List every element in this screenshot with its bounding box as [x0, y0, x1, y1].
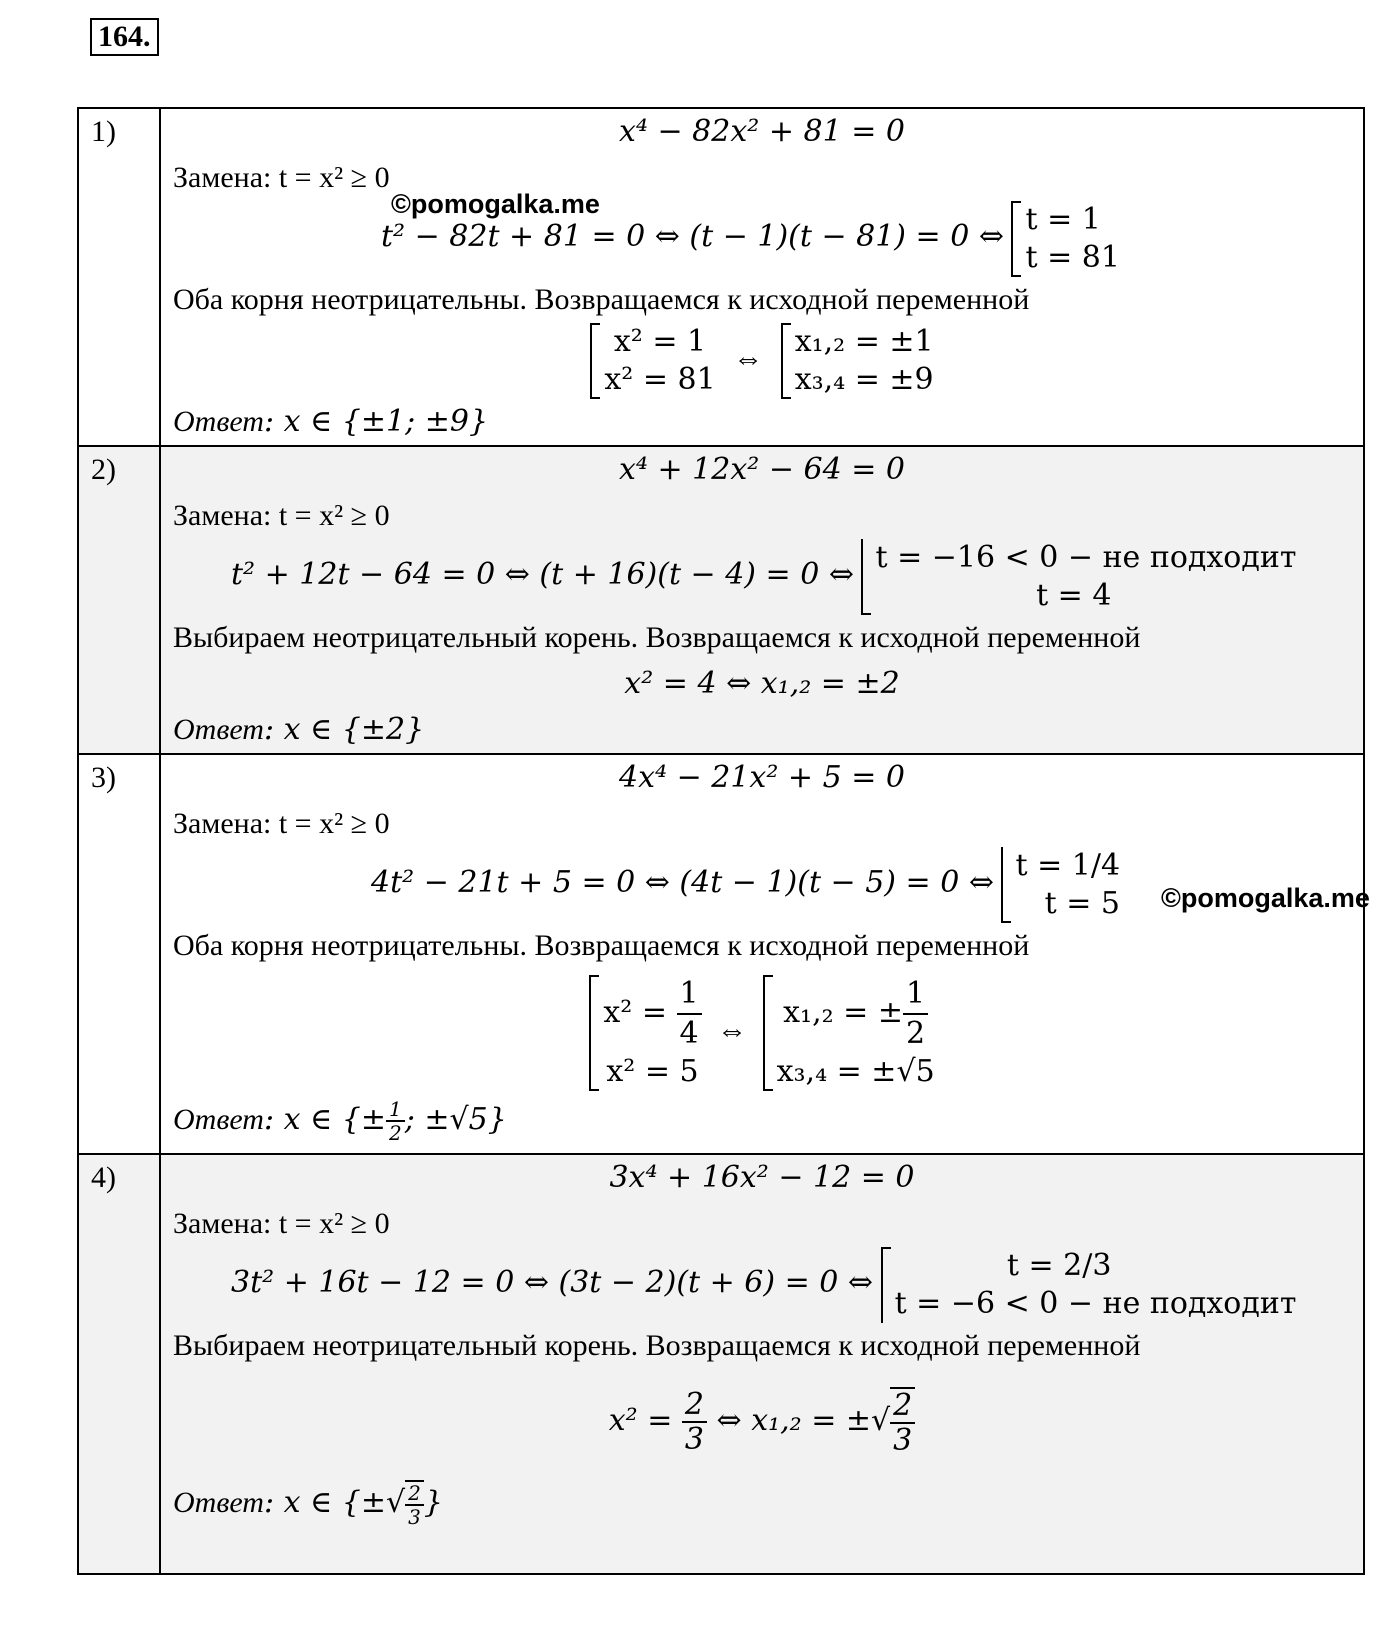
task-row-2 [78, 446, 1364, 754]
task-content [160, 754, 1370, 1154]
task-content [160, 1154, 1364, 1574]
x-root: x₃,₄ = ±9 [794, 362, 934, 397]
answer-value: : x ∈ {±1; ±9} [263, 404, 489, 439]
substitution-line: Замена: t = x² ≥ 0 [173, 161, 390, 194]
answer-value: : x ∈ {±2} [263, 712, 425, 747]
substitution-line: Замена: t = x² ≥ 0 [173, 499, 390, 532]
solution-table [77, 107, 1370, 1575]
task-row-3 [78, 754, 1364, 1154]
t-roots-system [881, 1247, 1297, 1323]
task-equation: x⁴ + 12x² − 64 = 0 [619, 452, 905, 487]
t-root: t = 1 [1025, 202, 1101, 237]
task-equation: x⁴ − 82x² + 81 = 0 [619, 114, 905, 149]
t-roots-system [861, 539, 1296, 615]
t-root: t = −16 < 0 − не подходит [875, 540, 1297, 575]
x-eq: x² = 5 [606, 1054, 699, 1089]
back-substitution: x² = $\frac{1}{4}$ x² = 5 ⇔ x₁,₂ = ± $\frac{1}{2}$ x₃,₄ = ±√5 [161, 969, 1363, 1097]
t-root: t = 2/3 [1006, 1248, 1112, 1283]
comment-line: Выбираем неотрицательный корень. Возвращаемся к исходной переменной [173, 621, 1141, 654]
task-row-4 [78, 1154, 1364, 1574]
back-substitution: x² = 1 x² = 81 ⇔ x₁,₂ = ±1 x₃,₄ = ±9 [161, 323, 1363, 399]
task-label: 3) [78, 754, 160, 1154]
x-eq: x² = 81 [604, 362, 716, 397]
substitution-line: Замена: t = x² ≥ 0 [173, 807, 390, 840]
comment-line: Выбираем неотрицательный корень. Возвращаемся к исходной переменной [173, 1329, 1141, 1362]
task-row-1 [78, 108, 1364, 446]
t-root: t = 81 [1025, 240, 1120, 275]
back-substitution: x² = $\frac{2}{3}$ ⇔ x₁,₂ = ±√ $\frac{2}{3}$ [161, 1369, 1363, 1473]
solve-line [161, 539, 1363, 615]
comment-line: Оба корня неотрицательны. Возвращаемся к исходной переменной [173, 929, 1030, 962]
solve-line [161, 201, 1363, 277]
task-equation: 3x⁴ + 16x² − 12 = 0 [609, 1160, 915, 1195]
problem-number: 164. [90, 18, 159, 56]
substitution-line: Замена: t = x² ≥ 0 [173, 1207, 390, 1240]
solve-expression: t² − 82t + 81 = 0 ⇔ (t − 1)(t − 81) = 0 ⇔ [381, 218, 1004, 254]
comment-line: Оба корня неотрицательны. Возвращаемся к исходной переменной [173, 283, 1030, 316]
task-label: 4) [78, 1154, 160, 1574]
x-root: x₃,₄ = ±√5 [776, 1054, 935, 1089]
answer-label: Ответ [173, 1486, 264, 1519]
x-eq: x² = 1 [613, 324, 707, 359]
back-substitution: x² = 4 ⇔ x₁,₂ = ±2 [624, 666, 900, 701]
x-system: x² = $\frac{1}{4}$ x² = 5 [589, 975, 701, 1091]
solve-expression: 3t² + 16t − 12 = 0 ⇔ (3t − 2)(t + 6) = 0 ⇔ [231, 1264, 874, 1300]
task-content [160, 108, 1364, 446]
t-roots-system [1011, 201, 1119, 277]
t-root: t = 1/4 [1015, 848, 1121, 883]
answer-line: Ответ: x ∈ {±√ $\frac{2}{3}$ } [173, 1481, 443, 1529]
answer-label: Ответ [173, 405, 264, 438]
answer-line [161, 399, 1363, 445]
x-roots-system: x₁,₂ = ± $\frac{1}{2}$ x₃,₄ = ±√5 [763, 975, 935, 1091]
task-content [160, 446, 1364, 754]
watermark: ©pomogalka.me [1161, 883, 1370, 913]
task-equation: 4x⁴ − 21x² + 5 = 0 [619, 760, 905, 795]
watermark: ©pomogalka.me [391, 189, 600, 219]
solve-expression: 4t² − 21t + 5 = 0 ⇔ (4t − 1)(t − 5) = 0 ⇔ [371, 864, 994, 900]
answer-label: Ответ [173, 1103, 264, 1136]
x-roots-system [781, 323, 934, 399]
t-roots-system [1001, 847, 1120, 923]
task-label: 1) [78, 108, 160, 446]
answer-label: Ответ [173, 713, 264, 746]
answer-line [161, 707, 1363, 753]
t-root: t = −6 < 0 − не подходит [894, 1286, 1297, 1321]
x-root: x₁,₂ = ±1 [794, 324, 934, 359]
x-system [590, 323, 715, 399]
solve-line [161, 1247, 1363, 1323]
answer-line: Ответ: x ∈ {± $\frac{1}{2}$ ; ±√5} [173, 1097, 507, 1145]
task-label: 2) [78, 446, 160, 754]
t-root: t = 5 [1044, 886, 1121, 921]
t-root: t = 4 [1036, 578, 1112, 613]
solve-expression: t² + 12t − 64 = 0 ⇔ (t + 16)(t − 4) = 0 ⇔ [231, 556, 854, 592]
